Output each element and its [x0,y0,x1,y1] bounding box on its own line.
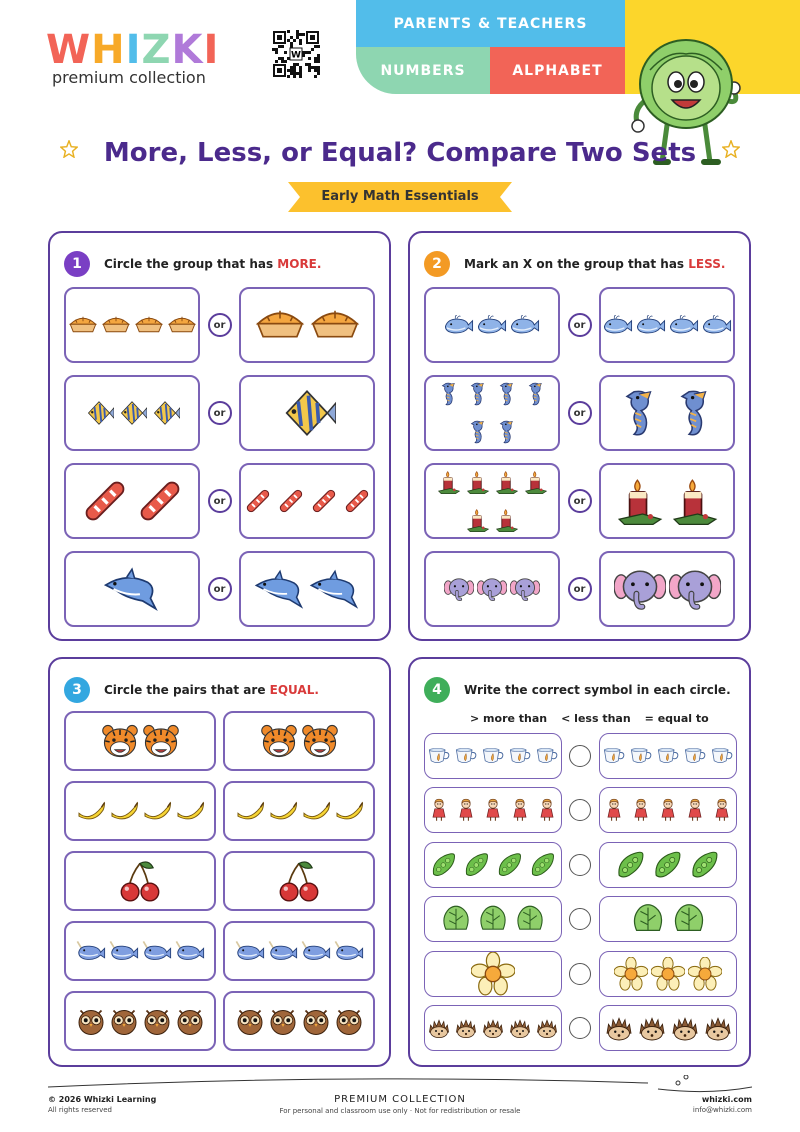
group-box-right[interactable] [239,287,375,363]
snowboard-icon [243,486,273,516]
symbol-answer-circle[interactable] [569,745,591,767]
group-box-left[interactable] [424,787,562,833]
doll-icon [629,798,653,822]
cherry-icon [277,859,321,903]
group-box-right[interactable] [599,1005,737,1051]
peapod-icon [651,848,685,882]
elephant-icon [510,574,540,604]
section-instruction [464,683,731,697]
group-box-left[interactable] [424,951,562,997]
hedgehog-icon [535,1016,559,1040]
seahorse-icon [523,381,549,407]
seahorse-icon [494,419,520,445]
hedgehog-icon [703,1013,733,1043]
group-box-right[interactable] [599,951,737,997]
pair-box-left[interactable] [64,851,216,911]
snowboard-icon [276,486,306,516]
logo-letter: I [203,27,220,73]
footer-email-link[interactable]: info@whizki.com [692,1106,752,1114]
pair-box-left[interactable] [64,991,216,1051]
daffodil-icon [614,957,648,991]
cherry-icon [118,859,162,903]
tiger-icon [301,722,339,760]
narwhal-icon [268,936,298,966]
seahorse-icon [494,381,520,407]
lettuce-icon [513,902,547,936]
doll-icon [454,798,478,822]
daffodil-icon [471,952,515,996]
group-box-right[interactable] [599,551,735,627]
legend-item: < less than [561,712,631,725]
teacup-icon [656,744,680,768]
pair-box-right[interactable] [223,781,375,841]
section-number-badge: 2 [424,251,450,277]
instruction-keyword: LESS. [688,257,726,271]
doll-icon [535,798,559,822]
pie-icon [134,310,164,340]
whizki-logo [46,27,220,73]
candle-icon [465,469,491,495]
group-box-left[interactable] [64,463,200,539]
group-box-right[interactable] [599,896,737,942]
pair-box-left[interactable] [64,781,216,841]
pair-box-right[interactable] [223,851,375,911]
group-box-right[interactable] [599,463,735,539]
owl-icon [334,1006,364,1036]
owl-icon [301,1006,331,1036]
seahorse-icon [669,387,721,439]
footer-divider [48,1075,752,1095]
legend-item: = equal to [644,712,709,725]
teacup-icon [710,744,734,768]
banana-icon [334,796,364,826]
footer-copyright: © 2026 Whizki Learning [48,1095,157,1104]
snowboard-icon [134,475,186,527]
pie-icon [68,310,98,340]
symbol-answer-circle[interactable] [569,854,591,876]
lettuce-icon [670,900,708,938]
angelfish-icon [84,398,114,428]
symbol-answer-circle[interactable] [569,1017,591,1039]
pie-icon [167,310,197,340]
whale-icon [669,310,699,340]
peapod-icon [462,850,492,880]
whale-icon [702,310,732,340]
hedgehog-icon [637,1013,667,1043]
banana-icon [76,796,106,826]
group-box-left[interactable] [64,375,200,451]
group-box-right[interactable] [239,375,375,451]
doll-icon [683,798,707,822]
banana-icon [301,796,331,826]
nav-alphabet[interactable]: ALPHABET [490,47,625,94]
hedgehog-icon [454,1016,478,1040]
dolphin-icon [309,563,361,615]
group-box-right[interactable] [239,551,375,627]
elephant-icon [444,574,474,604]
teacup-icon [535,744,559,768]
doll-icon [656,798,680,822]
section-panel-2 [408,231,751,641]
daffodil-icon [651,957,685,991]
group-box-left[interactable] [424,842,562,888]
logo-letter: I [125,27,142,73]
group-box-right[interactable] [599,842,737,888]
owl-icon [76,1006,106,1036]
hedgehog-icon [670,1013,700,1043]
qr-code[interactable] [272,30,320,78]
pie-icon [101,310,131,340]
logo-letter: H [91,27,126,73]
banana-icon [109,796,139,826]
teacup-icon [508,744,532,768]
narwhal-icon [301,936,331,966]
section-instruction [464,257,725,271]
group-box-left[interactable] [424,287,560,363]
footer-rights: All rights reserved [48,1106,112,1114]
qr-center-mark: W [291,50,301,61]
seahorse-icon [465,419,491,445]
peapod-icon [528,850,558,880]
or-separator: or [208,313,232,337]
group-box-left[interactable] [424,375,560,451]
doll-icon [481,798,505,822]
seahorse-icon [465,381,491,407]
hedgehog-icon [481,1016,505,1040]
teacup-icon [629,744,653,768]
narwhal-icon [235,936,265,966]
symbol-answer-circle[interactable] [569,908,591,930]
hedgehog-icon [604,1013,634,1043]
page-title: More, Less, or Equal? Compare Two Sets [103,138,697,168]
symbol-answer-circle[interactable] [569,963,591,985]
pair-box-right[interactable] [223,991,375,1051]
pair-box-right[interactable] [223,921,375,981]
owl-icon [175,1006,205,1036]
owl-icon [142,1006,172,1036]
instruction-text: Circle the group that has [104,257,278,271]
lettuce-icon [629,900,667,938]
candle-icon [436,469,462,495]
peapod-icon [429,850,459,880]
whale-icon [477,310,507,340]
logo-letter: W [46,27,92,73]
peapod-icon [688,848,722,882]
group-box-right[interactable] [599,733,737,779]
logo-subtitle: premium collection [52,68,206,87]
or-separator: or [568,577,592,601]
group-box-right[interactable] [599,787,737,833]
section-instruction [104,683,319,697]
teacup-icon [454,744,478,768]
elephant-icon [669,563,721,615]
candle-icon [523,469,549,495]
or-separator: or [208,401,232,425]
narwhal-icon [334,936,364,966]
teacup-icon [602,744,626,768]
footer-site-link[interactable]: whizki.com [701,1095,752,1104]
owl-icon [268,1006,298,1036]
instruction-text: Write the correct symbol in each circle. [464,683,731,697]
logo-letter: K [171,27,204,73]
teacup-icon [427,744,451,768]
group-box-right[interactable] [599,375,735,451]
symbol-legend [470,712,709,725]
dolphin-icon [103,560,161,618]
instruction-keyword: EQUAL. [269,683,319,697]
lettuce-icon [439,902,473,936]
section-number-badge: 1 [64,251,90,277]
banana-icon [268,796,298,826]
lettuce-icon [476,902,510,936]
footer-usage-note: For personal and classroom use only · Not for redistribution or resale [279,1107,521,1115]
section-number-badge: 4 [424,677,450,703]
or-separator: or [568,313,592,337]
group-box-right[interactable] [239,463,375,539]
group-box-left[interactable] [424,733,562,779]
whale-icon [603,310,633,340]
page-subtitle: Early Math Essentials [321,189,479,204]
angelfish-icon [117,398,147,428]
banana-icon [235,796,265,826]
teacup-icon [481,744,505,768]
nav-numbers[interactable]: NUMBERS [356,47,490,94]
doll-icon [427,798,451,822]
instruction-keyword: MORE. [277,257,322,271]
candle-icon [494,469,520,495]
section-panel-1 [48,231,391,641]
narwhal-icon [109,936,139,966]
group-box-right[interactable] [599,287,735,363]
owl-icon [109,1006,139,1036]
group-box-left[interactable] [424,1005,562,1051]
section-number-badge: 3 [64,677,90,703]
angelfish-icon [278,384,336,442]
snowboard-icon [79,475,131,527]
symbol-answer-circle[interactable] [569,799,591,821]
peapod-icon [495,850,525,880]
group-box-left[interactable] [424,896,562,942]
logo-letter: Z [141,27,172,73]
daffodil-icon [688,957,722,991]
snowboard-icon [309,486,339,516]
pair-box-right[interactable] [223,711,375,771]
banana-icon [142,796,172,826]
whale-icon [444,310,474,340]
snowboard-icon [342,486,372,516]
pair-box-left[interactable] [64,711,216,771]
seahorse-icon [436,381,462,407]
elephant-icon [477,574,507,604]
footer-collection-title: PREMIUM COLLECTION [334,1094,466,1105]
tiger-icon [101,722,139,760]
pie-icon [309,299,361,351]
doll-icon [710,798,734,822]
or-separator: or [208,489,232,513]
dolphin-icon [254,563,306,615]
candle-icon [465,507,491,533]
angelfish-icon [150,398,180,428]
whale-icon [510,310,540,340]
instruction-text: Mark an X on the group that has [464,257,689,271]
pie-icon [254,299,306,351]
whale-icon [636,310,666,340]
section-panel-3 [48,657,391,1067]
doll-icon [602,798,626,822]
narwhal-icon [175,936,205,966]
candle-icon [614,475,666,527]
group-box-left[interactable] [64,551,200,627]
or-separator: or [208,577,232,601]
seahorse-icon [614,387,666,439]
section-panel-4 [408,657,751,1067]
group-box-left[interactable] [64,287,200,363]
teacup-icon [683,744,707,768]
narwhal-icon [142,936,172,966]
hedgehog-icon [427,1016,451,1040]
candle-icon [494,507,520,533]
tiger-icon [260,722,298,760]
pair-box-left[interactable] [64,921,216,981]
narwhal-icon [76,936,106,966]
legend-item: > more than [470,712,548,725]
group-box-left[interactable] [424,551,560,627]
doll-icon [508,798,532,822]
section-instruction [104,257,321,271]
nav-parents-teachers[interactable]: PARENTS & TEACHERS [356,0,625,47]
tiger-icon [142,722,180,760]
or-separator: or [568,401,592,425]
group-box-left[interactable] [424,463,560,539]
instruction-text: Circle the pairs that are [104,683,270,697]
peapod-icon [614,848,648,882]
elephant-icon [614,563,666,615]
banana-icon [175,796,205,826]
owl-icon [235,1006,265,1036]
candle-icon [669,475,721,527]
hedgehog-icon [508,1016,532,1040]
or-separator: or [568,489,592,513]
